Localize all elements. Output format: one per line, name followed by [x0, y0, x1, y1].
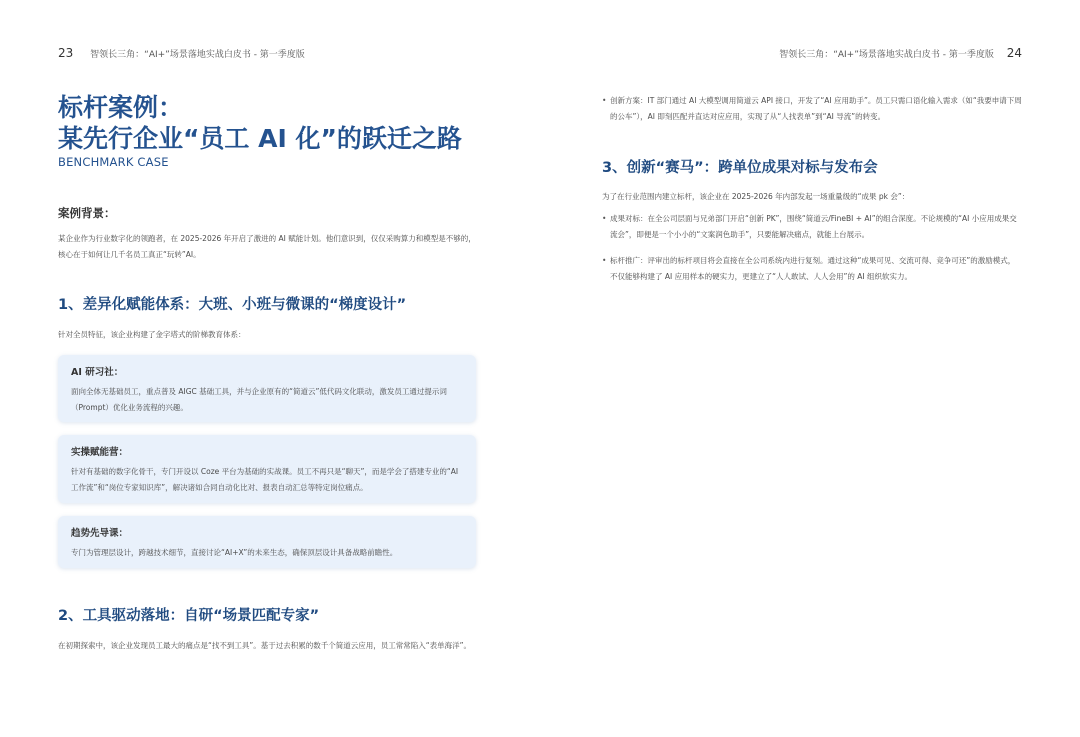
- section3-intro: 为了在行业范围内建立标杆，该企业在 2025-2026 年内部发起一场重量级的“成果 pk 会”：: [602, 192, 910, 201]
- card-text: 面向全体无基础员工，重点普及 AIGC 基础工具，并与企业原有的“简道云”低代码文化联动，激发员工通过提示词（Prompt）优化业务流程的兴趣。: [71, 387, 447, 412]
- card-text: 针对有基础的数字化骨干，专门开设以 Coze 平台为基础的实战课。员工不再只是“聊天”，而是学会了搭建专业的“AI 工作流”和“岗位专家知识库”，解决诸如合同自动化比对、报表自动汇总等特定岗位痛点。: [71, 467, 459, 492]
- card-title: AI 研习社：: [71, 367, 124, 378]
- header-title: 智领长三角：“AI+”场景落地实战白皮书 - 第一季度版: [779, 50, 994, 60]
- right-page: [540, 0, 1080, 737]
- card-text: 专门为管理层设计，跨越技术细节，直接讨论“AI+X”的未来生态，确保顶层设计具备战略前瞻性。: [71, 548, 398, 557]
- card-title: 实操赋能营：: [71, 447, 129, 458]
- card-ai-study: [58, 355, 476, 422]
- case-title-line1: 标杆案例：: [58, 93, 184, 122]
- card-practice-camp: [58, 435, 476, 503]
- section2-heading: 2、工具驱动落地：自研“场景匹配专家”: [58, 608, 320, 624]
- case-title: [58, 92, 462, 154]
- page-number: 24: [1006, 46, 1022, 60]
- card-trend-course: [58, 516, 476, 568]
- case-title-line2: 某先行企业“员工 AI 化”的跃迁之路: [58, 124, 462, 153]
- section1-intro: 针对全员特征，该企业构建了金字塔式的阶梯教育体系：: [58, 330, 246, 339]
- bullet-promotion: • 标杆推广：评审出的标杆项目将会直接在全公司系统内进行复刻。通过这种“成果可见、交流可得、竞争可还”的激励模式，不仅能够构建了 AI 应用样本的硬实力，更建立了“人人敢试、人人会用”的 AI 组织软实力。: [602, 253, 1022, 285]
- background-heading: 案例背景：: [58, 206, 116, 220]
- section2-text: 在初期探索中，该企业发现员工最大的痛点是“找不到工具”。基于过去积累的数千个简道云应用，员工常常陷入“表单海洋”。: [58, 641, 472, 650]
- bullet-benchmark: • 成果对标：在全公司层面与兄弟部门开启“创新 PK”，围绕“简道云/FineBI + AI”的组合深度。不论规模的“AI 小应用成果交流会”，即便是一个小小的“文案润色助手”，只要能解决痛点，就能上台展示。: [602, 211, 1022, 243]
- section1-heading: 1、差异化赋能体系：大班、小班与微课的“梯度设计”: [58, 297, 407, 313]
- case-subtitle: BENCHMARK CASE: [58, 155, 169, 169]
- page-header: [58, 46, 305, 60]
- section3-heading: 3、创新“赛马”：跨单位成果对标与发布会: [602, 160, 878, 176]
- card-title: 趋势先导课：: [71, 528, 129, 539]
- background-text: 某企业作为行业数字化的领跑者，在 2025-2026 年开启了激进的 AI 赋能计划。他们意识到，仅仅采购算力和模型是不够的，核心在于如何让几千名员工真正“玩转”AI。: [58, 234, 476, 259]
- bullet-innovation-plan: • 创新方案：IT 部门通过 AI 大模型调用简道云 API 接口，开发了“AI 应用助手”。员工只需口语化输入需求（如“我要申请下周的公车”），AI 即刻匹配并直达对应应用，实现了从“人找表单”到“AI 导流”的转变。: [602, 93, 1022, 125]
- page-header: [779, 46, 1022, 60]
- header-title: 智领长三角：“AI+”场景落地实战白皮书 - 第一季度版: [90, 50, 305, 60]
- page-number: 23: [58, 46, 74, 60]
